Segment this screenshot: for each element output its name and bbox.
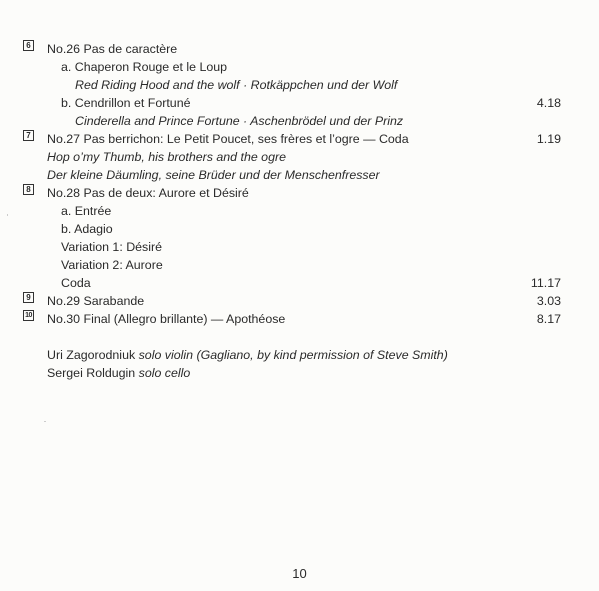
track-title: No.26 Pas de caractère — [47, 42, 178, 56]
track-number-box: 9 — [23, 292, 34, 303]
track-duration: 3.03 — [536, 294, 561, 308]
track-title: No.30 Final (Allegro brillante) — Apothéose — [47, 312, 286, 326]
track-7-row — [0, 130, 599, 148]
part-subtitle: Red Riding Hood and the wolf · Rotkäppchen und der Wolf — [75, 78, 398, 92]
part-title: b. Cendrillon et Fortuné — [61, 96, 191, 110]
track-title: No.27 Pas berrichon: Le Petit Poucet, ses frères et l’ogre — Coda — [47, 132, 409, 146]
part-title: b. Adagio — [61, 222, 113, 236]
performer-row — [0, 346, 599, 364]
track-8-item — [0, 256, 599, 274]
track-duration: 8.17 — [536, 312, 561, 326]
performer-role: solo cello — [138, 366, 191, 380]
track-number-box: 7 — [23, 130, 34, 141]
page-number: 10 — [292, 566, 307, 581]
track-number-box: 8 — [23, 184, 34, 195]
performer-name: Uri Zagorodniuk — [47, 348, 136, 362]
track-subtitle: Der kleine Däumling, seine Brüder und der Menschenfresser — [47, 168, 380, 182]
track-7-subtitle-de — [0, 166, 599, 184]
track-8-item — [0, 220, 599, 238]
track-subtitle: Hop o’my Thumb, his brothers and the ogre — [47, 150, 286, 164]
track-title: No.28 Pas de deux: Aurore et Désiré — [47, 186, 249, 200]
track-title: No.29 Sarabande — [47, 294, 145, 308]
track-8-item — [0, 274, 599, 292]
track-9-row — [0, 292, 599, 310]
part-title: Coda — [61, 276, 91, 290]
track-8-item — [0, 238, 599, 256]
part-subtitle: Cinderella and Prince Fortune · Aschenbrödel und der Prinz — [75, 114, 404, 128]
track-6-part-a — [0, 58, 599, 76]
paper-speck — [44, 421, 46, 422]
paper-speck — [7, 214, 8, 216]
track-6-part-b-subtitle — [0, 112, 599, 130]
track-duration: 1.19 — [536, 132, 561, 146]
track-number-box: 6 — [23, 40, 34, 51]
track-duration: 11.17 — [530, 276, 561, 290]
performer-role: solo violin (Gagliano, by kind permission of Steve Smith) — [138, 348, 448, 362]
track-6-row — [0, 40, 599, 58]
part-title: a. Entrée — [61, 204, 112, 218]
performer-row — [0, 364, 599, 382]
track-7-subtitle-en — [0, 148, 599, 166]
track-10-row — [0, 310, 599, 328]
track-8-item — [0, 202, 599, 220]
track-duration: 4.18 — [536, 96, 561, 110]
part-title: a. Chaperon Rouge et le Loup — [61, 60, 228, 74]
track-6-part-b — [0, 94, 599, 112]
part-title: Variation 1: Désiré — [61, 240, 163, 254]
track-8-row — [0, 184, 599, 202]
track-number-box: 10 — [23, 310, 34, 321]
part-title: Variation 2: Aurore — [61, 258, 163, 272]
track-6-part-a-subtitle — [0, 76, 599, 94]
performer-name: Sergei Roldugin — [47, 366, 136, 380]
